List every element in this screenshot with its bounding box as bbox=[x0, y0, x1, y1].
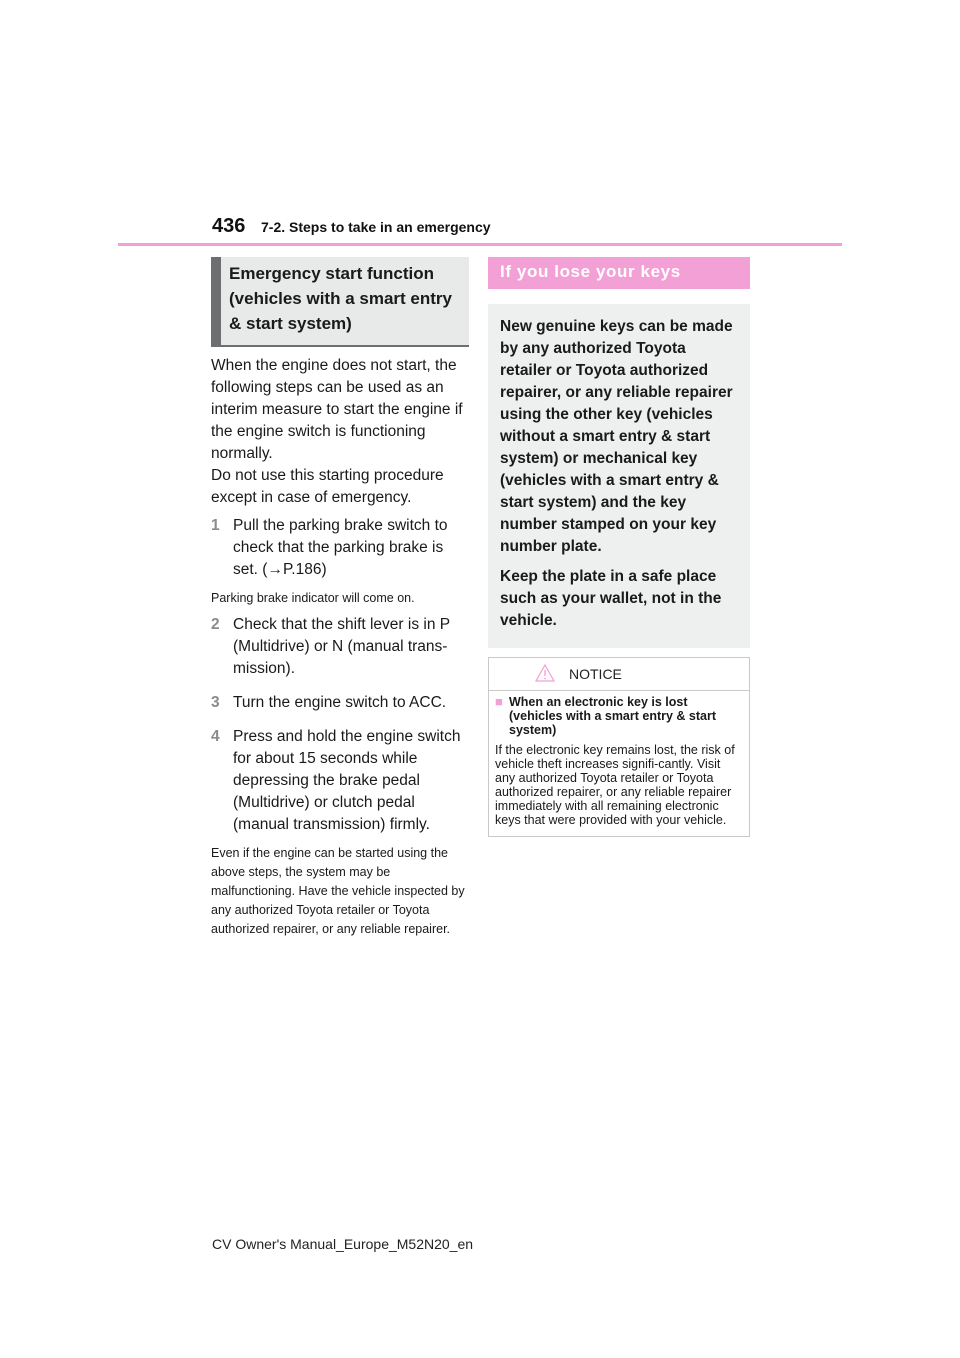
intro-paragraph-2: Do not use this starting procedure except in case of emergency. bbox=[211, 467, 444, 506]
step-4 bbox=[211, 726, 469, 836]
notice-label: NOTICE bbox=[569, 666, 622, 682]
notice-box bbox=[488, 657, 750, 837]
lost-keys-heading: If you lose your keys bbox=[488, 257, 750, 289]
square-bullet-icon: ■ bbox=[495, 694, 503, 709]
left-column bbox=[211, 257, 469, 941]
step-2 bbox=[211, 614, 469, 680]
step-number: 3 bbox=[211, 694, 220, 711]
header-rule bbox=[118, 243, 842, 246]
intro-text bbox=[211, 355, 469, 509]
emergency-start-heading: Emergency start function (vehicles with a smart entry & start system) bbox=[211, 257, 469, 347]
step-1 bbox=[211, 515, 469, 581]
step-number: 1 bbox=[211, 517, 220, 534]
step-3 bbox=[211, 692, 469, 714]
intro-paragraph-1: When the engine does not start, the following steps can be used as an interim measure to start the engine if the engine switch is functioning normally. bbox=[211, 357, 463, 462]
lost-keys-info-box bbox=[488, 304, 750, 648]
section-title: 7-2. Steps to take in an emergency bbox=[261, 219, 491, 235]
notice-item-title-text: When an electronic key is lost (vehicles with a smart entry & start system) bbox=[509, 695, 717, 737]
notice-item-text: If the electronic key remains lost, the risk of vehicle theft increases signifi-cantly. Visit any authorized Toyota retailer or Toyota authorized repairer, or any reliable repairer immediately with all remaining electronic keys that were provided with your vehicle. bbox=[495, 743, 735, 827]
page-number: 436 bbox=[212, 215, 246, 237]
step-text: Check that the shift lever is in P (Multidrive) or N (manual trans-mission). bbox=[233, 616, 450, 677]
step-number: 4 bbox=[211, 728, 220, 745]
step-number: 2 bbox=[211, 616, 220, 633]
notice-body bbox=[489, 691, 749, 836]
step-text: Pull the parking brake switch to check that the parking brake is set. (→P.186) bbox=[233, 517, 448, 578]
step-text: Turn the engine switch to ACC. bbox=[233, 694, 447, 711]
notice-header bbox=[489, 658, 749, 691]
step-4-note: Even if the engine can be started using the above steps, the system may be malfunctioning. Have the vehicle inspected by any authorized Toyota retailer or Toyota authorized repairer, or any reliable repairer. bbox=[211, 846, 465, 936]
warning-triangle-icon bbox=[535, 664, 555, 682]
notice-item-title bbox=[495, 695, 743, 737]
step-text: Press and hold the engine switch for about 15 seconds while depressing the brake pedal (Multidrive) or clutch pedal (manual transmission) firmly. bbox=[233, 728, 461, 833]
step-1-note: Parking brake indicator will come on. bbox=[211, 591, 415, 605]
right-column bbox=[488, 257, 750, 837]
lost-keys-paragraph-1: New genuine keys can be made by any authorized Toyota retailer or Toyota authorized repairer, or any reliable repairer using the other key (vehicles without a smart entry & start system) or mechanical key (vehicles with a smart entry & start system) and the key number stamped on your key number plate. bbox=[500, 318, 733, 555]
footer-text: CV Owner's Manual_Europe_M52N20_en bbox=[212, 1236, 474, 1252]
lost-keys-paragraph-2: Keep the plate in a safe place such as your wallet, not in the vehicle. bbox=[500, 568, 722, 629]
